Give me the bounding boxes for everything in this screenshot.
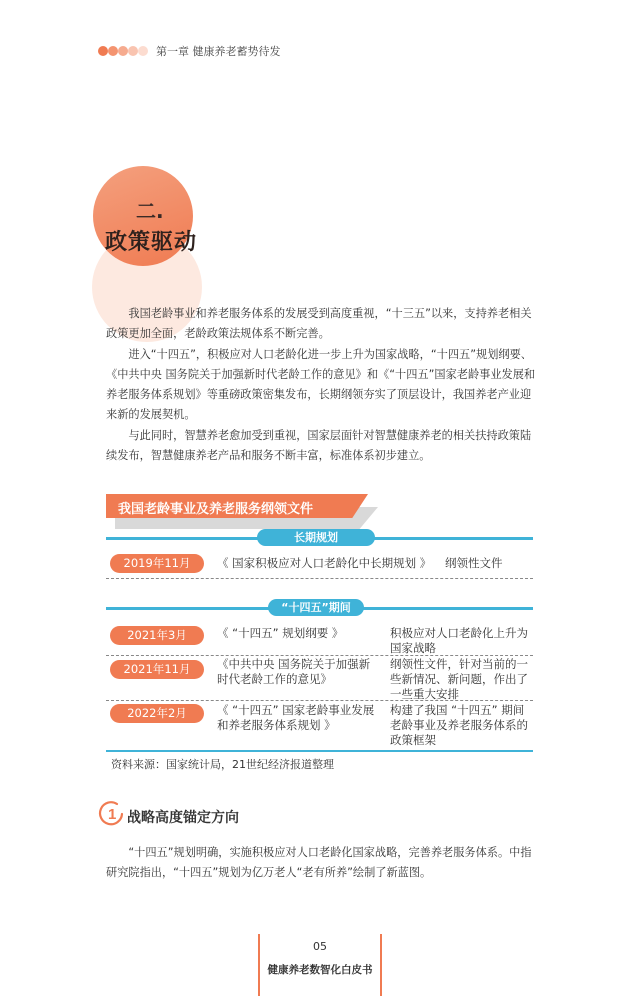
- document-name: 《 “十四五” 国家老龄事业发展和养老服务体系规划 》: [217, 703, 375, 732]
- document-note: 构建了我国 “十四五” 期间老龄事业及养老服务体系的政策框架: [390, 703, 528, 747]
- paragraph: “十四五”规划明确，实施积极应对人口老龄化国家战略，完善养老服务体系。中指研究院指出，“十四五”规划为亿万老人“老有所养”绘制了新蓝图。: [106, 846, 532, 880]
- row-divider: [106, 655, 533, 656]
- table-banner-title: 我国老龄事业及养老服务纲领文件: [118, 502, 314, 517]
- header-dots: [98, 46, 150, 56]
- document-name: 《中共中央 国务院关于加强新时代老龄工作的意见》: [217, 657, 371, 686]
- section-number: 二.: [136, 199, 164, 223]
- chapter-title: 第一章 健康养老蓄势待发: [156, 45, 281, 58]
- section-title: 政策驱动: [105, 230, 198, 255]
- row-divider: [106, 700, 533, 701]
- long-term-label: 长期规划: [257, 529, 375, 546]
- document-name: 《 国家积极应对人口老龄化中长期规划 》: [217, 556, 432, 570]
- fourteenth-label: “十四五”期间: [268, 599, 364, 616]
- paragraph: 与此同时，智慧养老愈加受到重视，国家层面针对智慧健康养老的相关扶持政策陆续发布，智慧健康养老产品和服务不断丰富，标准体系初步建立。: [106, 428, 532, 463]
- footer-title: 健康养老数智化白皮书: [267, 964, 373, 976]
- subsection-body: [106, 843, 538, 884]
- document-note: 纲领性文件，针对当前的一些新情况、新问题，作出了一些重大安排: [390, 657, 528, 701]
- number-circle-icon: [97, 800, 125, 828]
- subsection-number: 1: [108, 806, 117, 823]
- document-note: 纲领性文件: [445, 556, 503, 570]
- document-name: 《 “十四五” 规划纲要 》: [217, 626, 344, 640]
- document-note: 积极应对人口老龄化上升为国家战略: [390, 626, 528, 655]
- paragraph: 我国老龄事业和养老服务体系的发展受到高度重视，“十三五”以来，支持养老相关政策更加全面，老龄政策法规体系不断完善。: [106, 307, 532, 341]
- date-badge: 2022年2月: [110, 704, 204, 723]
- date-badge: 2021年11月: [110, 660, 204, 679]
- paragraph: 进入“十四五”，积极应对人口老龄化进一步上升为国家战略，“十四五”规划纲要、《中共中央 国务院关于加强新时代老龄工作的意见》和《“十四五”国家老龄事业发展和养老服务体系规划》等重磅政策密集发布，长期纲领夯实了顶层设计，我国养老产业迎来新的发展契机。: [106, 347, 536, 422]
- body-text: [106, 304, 538, 466]
- table-bottom-rule: [106, 750, 533, 752]
- source-note: 资料来源：国家统计局，21世纪经济报道整理: [111, 758, 334, 771]
- row-divider: [106, 578, 533, 579]
- date-badge: 2019年11月: [110, 554, 204, 573]
- page-number: 05: [313, 940, 327, 953]
- subsection-title: 战略高度锚定方向: [127, 810, 239, 826]
- date-badge: 2021年3月: [110, 626, 204, 645]
